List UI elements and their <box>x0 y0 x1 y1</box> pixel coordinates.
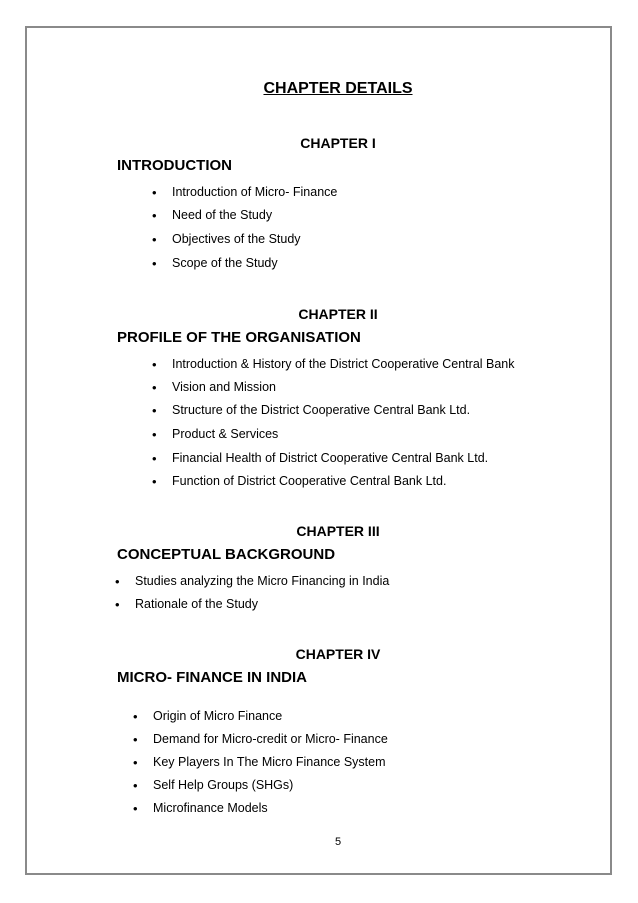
chapter-3-heading: CONCEPTUAL BACKGROUND <box>117 546 336 563</box>
bullet-icon: • <box>152 403 157 418</box>
bullet-icon: • <box>115 597 120 612</box>
page-number: 5 <box>334 836 342 848</box>
bullet-icon: • <box>133 755 138 770</box>
bullet-icon: • <box>152 232 157 247</box>
bullet-icon: • <box>133 801 138 816</box>
chapter-2-number: CHAPTER II <box>298 306 378 322</box>
chapter-4-number: CHAPTER IV <box>295 646 381 662</box>
document-title: CHAPTER DETAILS <box>263 80 413 97</box>
bullet-icon: • <box>133 732 138 747</box>
bullet-icon: • <box>152 474 157 489</box>
bullet-icon: • <box>152 357 157 372</box>
bullet-icon: • <box>152 185 157 200</box>
chapter-4-heading: MICRO- FINANCE IN INDIA <box>117 669 307 686</box>
bullet-icon: • <box>115 574 120 589</box>
bullet-icon: • <box>133 778 138 793</box>
bullet-icon: • <box>152 451 157 466</box>
bullet-icon: • <box>133 709 138 724</box>
bullet-icon: • <box>152 380 157 395</box>
chapter-2-heading: PROFILE OF THE ORGANISATION <box>117 329 361 346</box>
bullet-icon: • <box>152 427 157 442</box>
chapter-1-heading: INTRODUCTION <box>117 157 232 174</box>
chapter-3-number: CHAPTER III <box>296 523 380 539</box>
bullet-icon: • <box>152 208 157 223</box>
chapter-1-number: CHAPTER I <box>300 135 376 151</box>
bullet-icon: • <box>152 256 157 271</box>
